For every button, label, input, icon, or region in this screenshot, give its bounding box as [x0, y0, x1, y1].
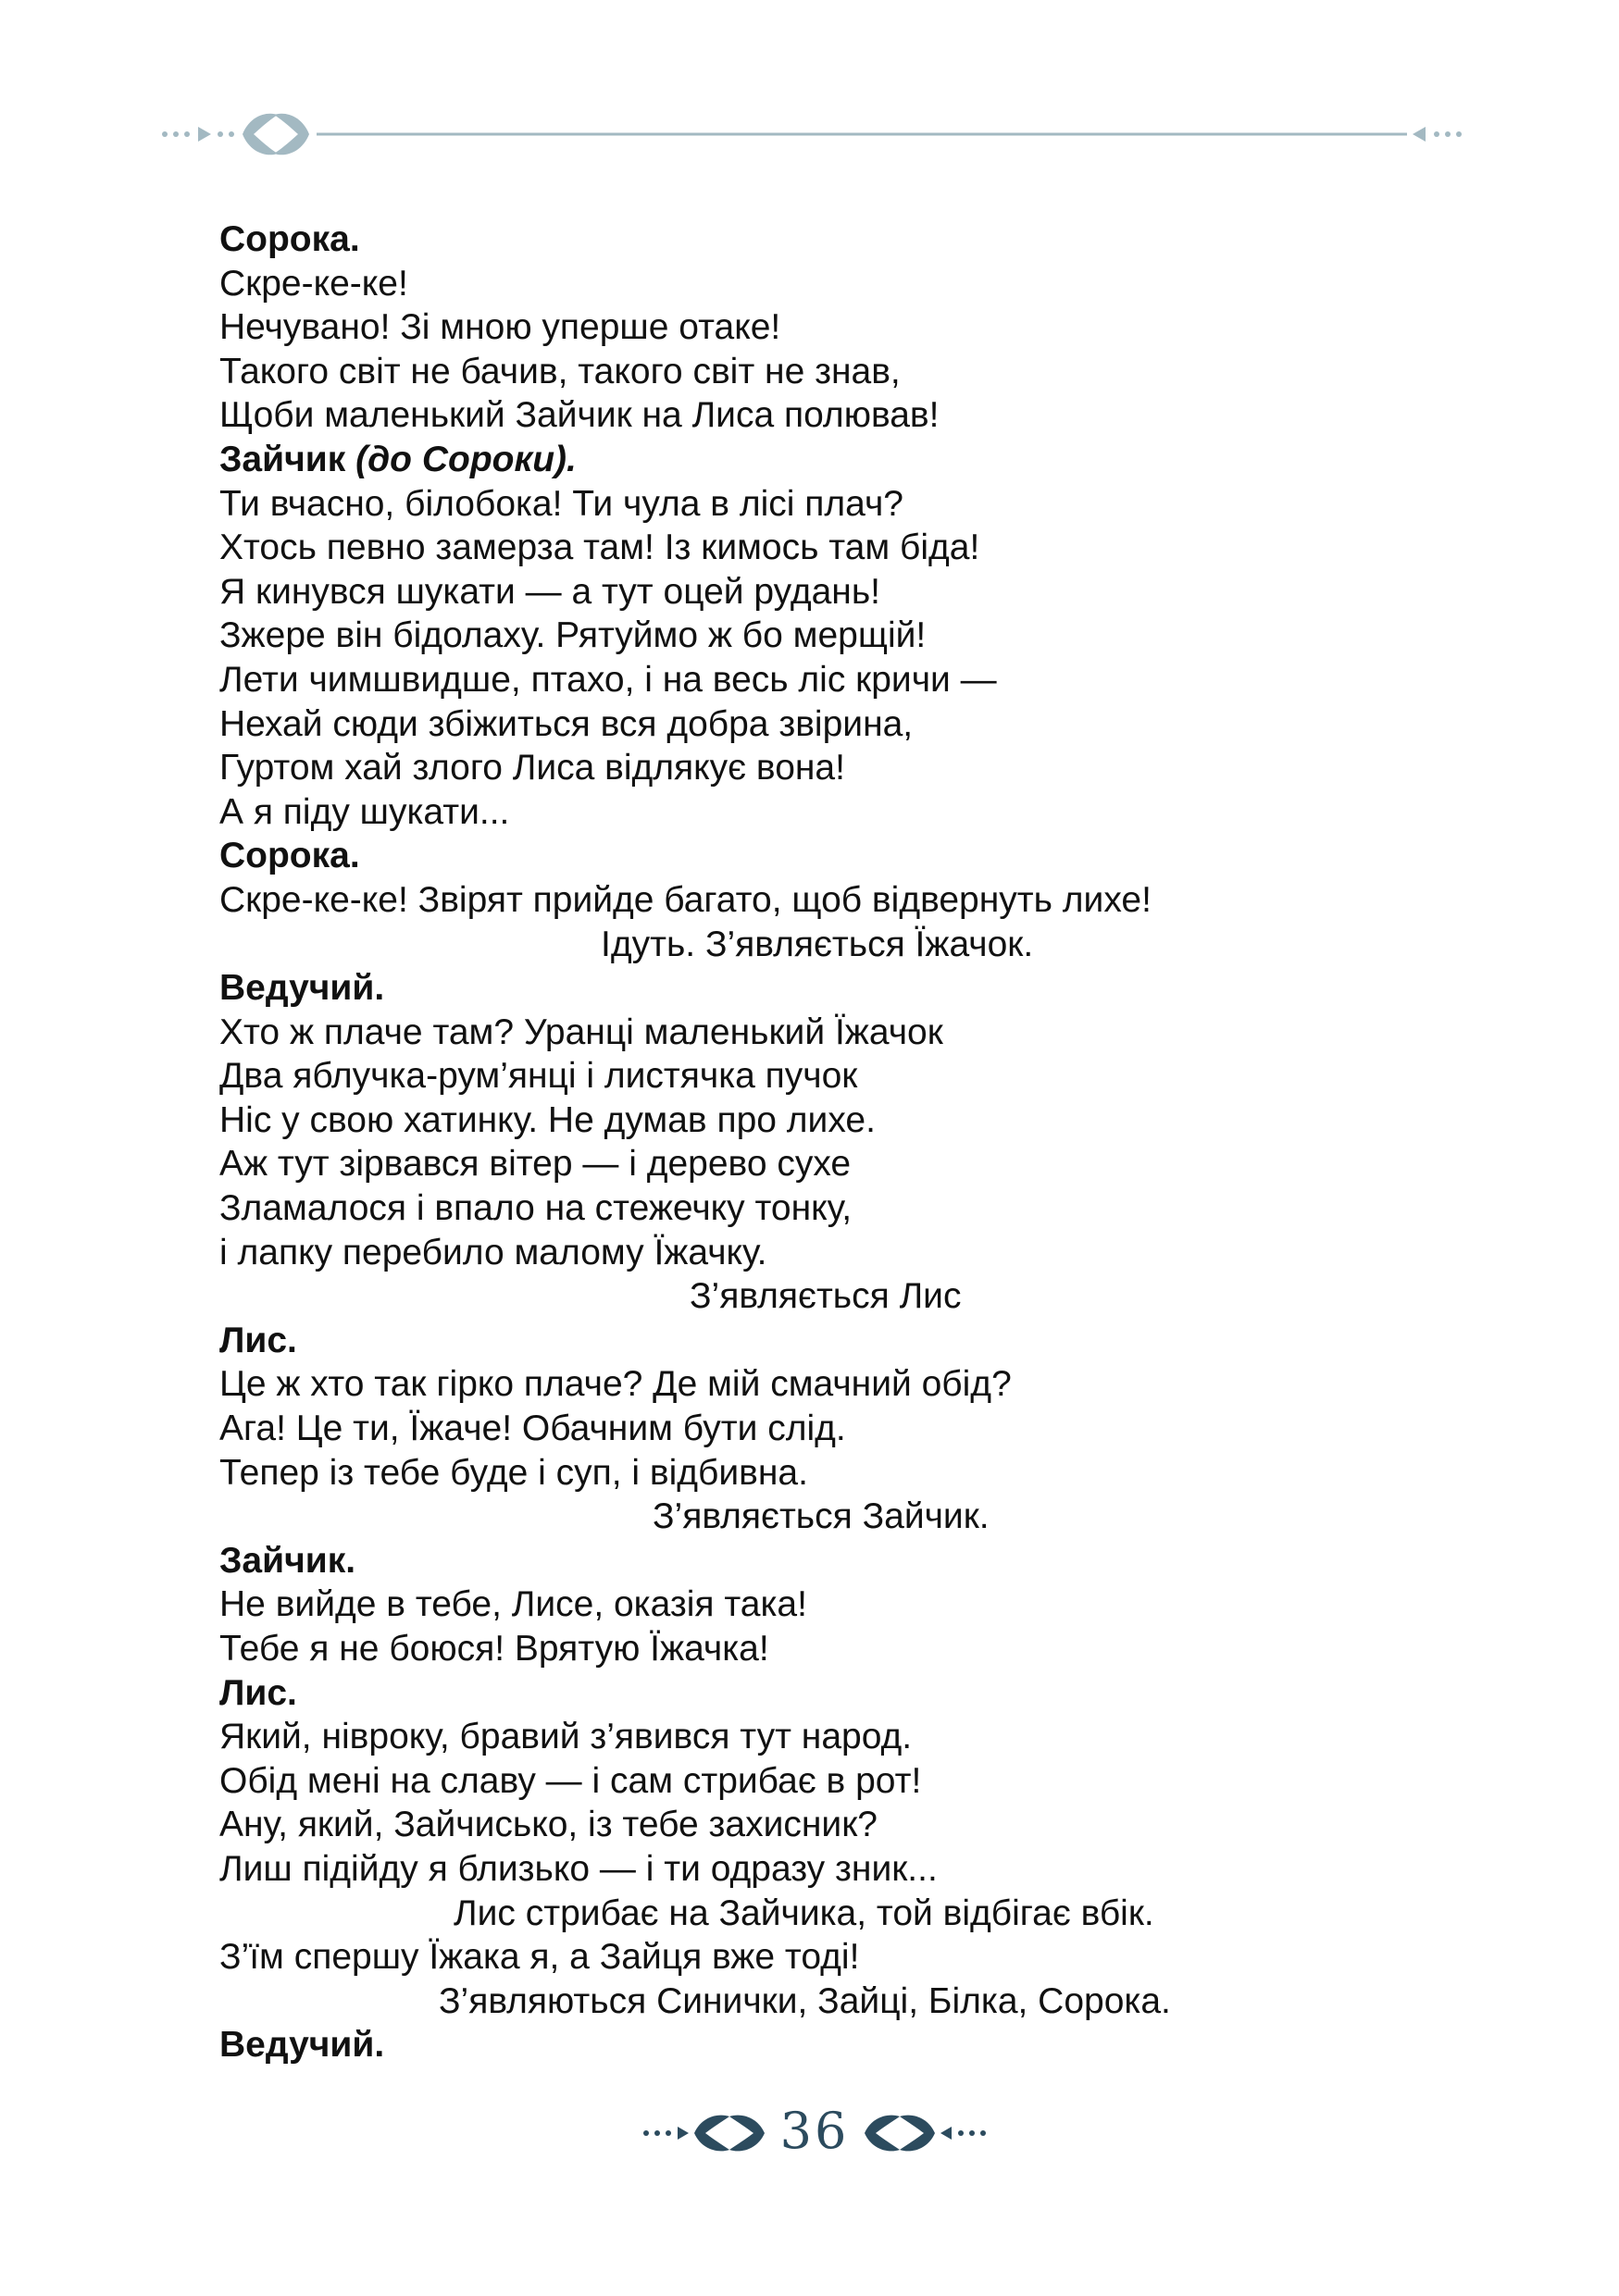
speaker-name [219, 834, 1330, 878]
verse-line: Тебе я не боюся! Врятую Їжачка! [219, 1629, 769, 1669]
verse-line: Тепер із тебе буде і суп, і відбивна. [219, 1452, 808, 1493]
verse-line: Ага! Це ти, Їжаче! Обачним бути слід. [219, 1409, 846, 1449]
verse-line: Ніс у свою хатинку. Не думав про лихе. [219, 1099, 876, 1140]
speaker-name [219, 438, 1330, 482]
verse-line: Гуртом хай злого Лиса відлякує вона! [219, 748, 845, 788]
stage-direction: Ідуть. З’являється Їжачок. [601, 924, 1034, 964]
verse-line: Нехай сюди збіжиться вся добра звірина, [219, 703, 914, 744]
verse-line: Хто ж плаче там? Уранці маленький Їжачок [219, 1011, 943, 1052]
verse-line: Зламалося і впало на стежечку тонку, [219, 1188, 853, 1229]
verse-line: Нечувано! Зі мною уперше отаке! [219, 307, 781, 348]
verse-line: Ти вчасно, білобока! Ти чула в лісі плач? [219, 483, 903, 524]
verse-line: Скре-ке-ке! Звірят прийде багато, щоб відвернуть лихе! [219, 879, 1152, 920]
play-text [219, 217, 1330, 2067]
speaker-label: Ведучий. [219, 2025, 385, 2066]
verse-line: Я кинувся шукати — а тут оцей рудань! [219, 571, 880, 612]
verse-line: Хтось певно замерза там! Із кимось там біда! [219, 527, 980, 568]
speaker-label: Сорока. [219, 219, 360, 259]
verse-line: Який, нівроку, бравий з’явився тут народ. [219, 1717, 913, 1757]
speaker-name [219, 966, 1330, 1011]
verse-line: Не вийде в тебе, Лисе, оказія така! [219, 1584, 807, 1625]
verse-line: Скре-ке-ке! [219, 263, 408, 304]
speaker-label: Сорока. [219, 836, 360, 876]
stage-note: (до Сороки). [355, 439, 577, 479]
verse-line: А я піду шукати... [219, 791, 510, 832]
verse-line: З’їм спершу Їжака я, а Зайця вже тоді! [219, 1937, 860, 1978]
speaker-label: Зайчик [219, 439, 356, 479]
speaker-label: Зайчик. [219, 1540, 356, 1581]
verse-line: Це ж хто так гірко плаче? Де мій смачний обід? [219, 1364, 1012, 1405]
stage-direction: Лис стрибає на Зайчика, той відбігає вбік. [454, 1893, 1154, 1933]
verse-line: Обід мені на славу — і сам стрибає в рот! [219, 1760, 922, 1801]
verse-line: Щоби маленький Зайчик на Лиса полював! [219, 395, 940, 436]
speaker-label: Лис. [219, 1672, 297, 1713]
page-number: 36 [779, 2102, 850, 2160]
top-divider-ornament [157, 102, 1472, 167]
verse-line: Ану, який, Зайчисько, із тебе захисник? [219, 1805, 878, 1845]
speaker-name [219, 1671, 1330, 1716]
speaker-label: Лис. [219, 1320, 297, 1360]
verse-line: Такого світ не бачив, такого світ не знав, [219, 351, 901, 391]
stage-direction: З’являється Зайчик. [653, 1496, 990, 1537]
page-footer [639, 2096, 990, 2170]
verse-line: Зжере він бідолаху. Рятуймо ж бо мерщій! [219, 615, 927, 656]
verse-line: Лети чимшвидше, птахо, і на весь ліс кричи — [219, 659, 997, 700]
speaker-name [219, 217, 1330, 262]
speaker-label: Ведучий. [219, 968, 385, 1009]
verse-line: Два яблучка-рум’янці і листячка пучок [219, 1056, 858, 1097]
stage-direction: З’являються Синички, Зайці, Білка, Сорока. [439, 1980, 1171, 2021]
stage-direction: З’являється Лис [690, 1276, 962, 1317]
verse-line: Лиш підійду я близько — і ти одразу зник... [219, 1848, 938, 1889]
verse-line: і лапку перебило малому Їжачку. [219, 1232, 767, 1272]
speaker-name [219, 2023, 1330, 2067]
verse-line: Аж тут зірвався вітер — і дерево сухе [219, 1144, 852, 1185]
speaker-name [219, 1539, 1330, 1583]
speaker-name [219, 1319, 1330, 1363]
